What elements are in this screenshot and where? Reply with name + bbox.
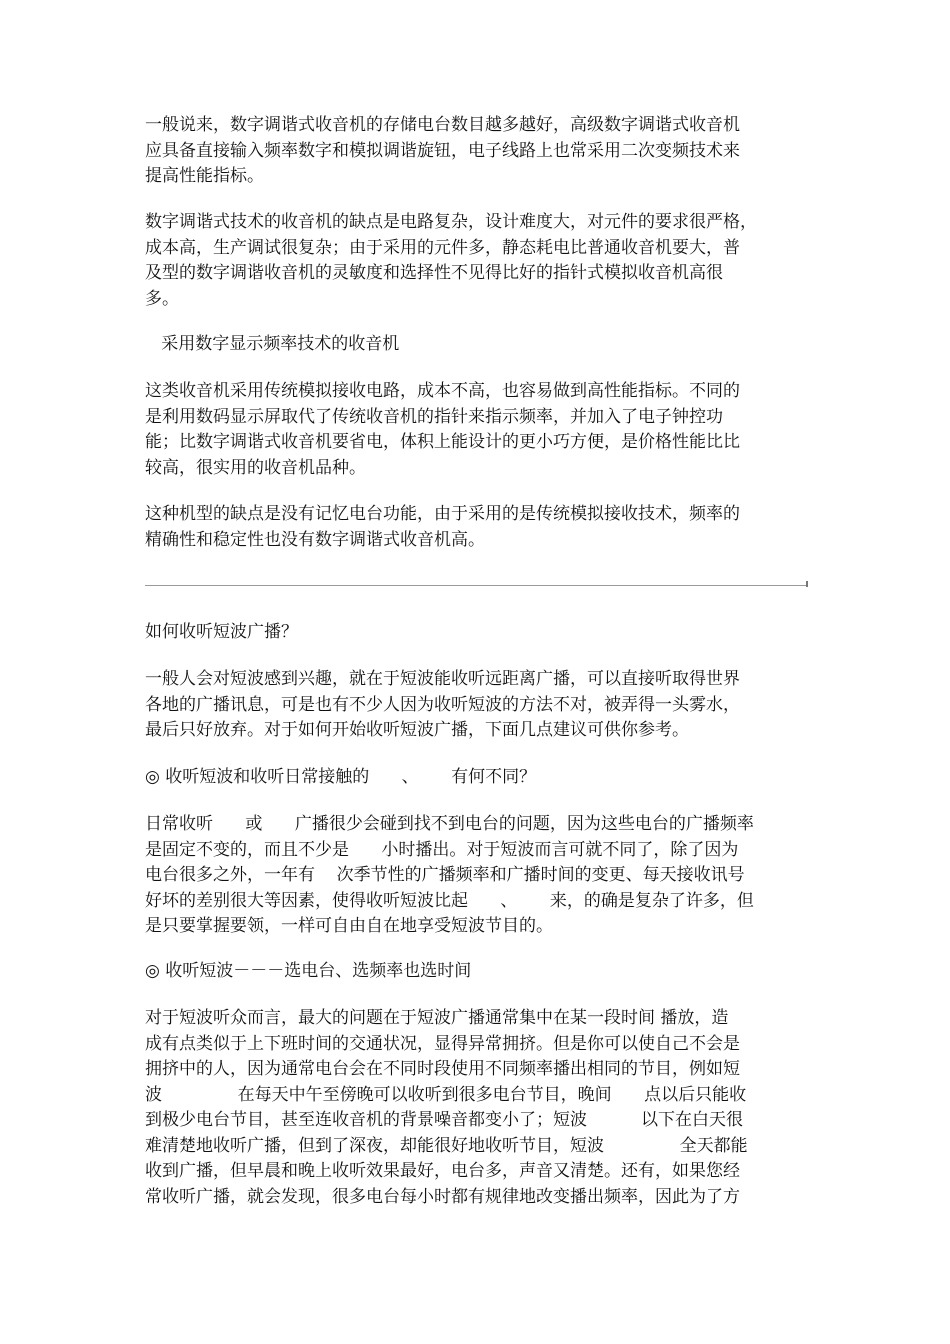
section-heading-shortwave xyxy=(145,620,813,646)
text-line: 能；比数字调谐式收音机要省电，体积上能设计的更小巧方便，是价格性能比比 xyxy=(145,432,740,452)
text-line: 日常收听 或 广播很少会碰到找不到电台的问题，因为这些电台的广播频率 xyxy=(145,814,754,834)
text-line: 一般人会对短波感到兴趣，就在于短波能收听远距离广播，可以直接听取得世界 xyxy=(145,669,740,689)
paragraph-shortwave-crowding xyxy=(145,1006,813,1210)
text-line: 一般说来，数字调谐式收音机的存储电台数目越多越好，高级数字调谐式收音机 xyxy=(145,115,740,135)
text-line: 收到广播，但早晨和晚上收听效果最好，电台多，声音又清楚。还有，如果您经 xyxy=(145,1161,740,1181)
text-line: 最后只好放弃。对于如何开始收听短波广播，下面几点建议可供你参考。 xyxy=(145,720,689,740)
text-line: 是只要掌握要领，一样可自由自在地享受短波节目的。 xyxy=(145,916,553,936)
text-line: 好坏的差别很大等因素，使得收听短波比起 、 来，的确是复杂了许多，但 xyxy=(145,890,754,911)
text-line: 数字调谐式技术的收音机的缺点是电路复杂，设计难度大，对元件的要求很严格， xyxy=(145,212,757,232)
text-line: 对于短波听众而言，最大的问题在于短波广播通常集中在某一段时间 播放，造 xyxy=(145,1008,729,1028)
text-line: 到极少电台节目，甚至连收音机的背景噪音都变小了；短波 以下在白天很 xyxy=(145,1110,744,1130)
paragraph-model-drawbacks xyxy=(145,502,813,553)
text-line: 成有点类似于上下班时间的交通状况，显得异常拥挤。但是你可以使自己不会是 xyxy=(145,1033,740,1054)
divider-end-mark xyxy=(806,581,808,587)
text-line: 及型的数字调谐收音机的灵敏度和选择性不见得比好的指针式模拟收音机高很 xyxy=(145,263,723,283)
text-line: 成本高，生产调试很复杂；由于采用的元件多，静态耗电比普通收音机要大，普 xyxy=(145,237,740,258)
text-line: 较高，很实用的收音机品种。 xyxy=(145,457,366,478)
text-line: 多。 xyxy=(145,288,179,309)
paragraph-daily-listening xyxy=(145,812,813,940)
text-line: 难清楚地收听广播，但到了深夜，却能很好地收听节目，短波 全天都能 xyxy=(145,1135,748,1156)
text-line: 是利用数码显示屏取代了传统收音机的指针来指示频率，并加入了电子钟控功 xyxy=(145,406,723,427)
section-heading-digital-display xyxy=(145,332,813,358)
paragraph-digital-display-radio xyxy=(145,379,813,481)
text-line: 拥挤中的人，因为通常电台会在不同时段使用不同频率播出相同的节目，例如短 xyxy=(145,1059,740,1079)
text-line: 是固定不变的，而且不少是 小时播出。对于短波而言可就不同了，除了因为 xyxy=(145,839,739,860)
text-line: 采用数字显示频率技术的收音机 xyxy=(145,334,400,354)
bullet-heading-differences xyxy=(145,765,813,791)
text-line: 常收听广播，就会发现，很多电台每小时都有规律地改变播出频率，因此为了方 xyxy=(145,1186,740,1207)
text-line: ◎ 收听短波－－－选电台、选频率也选时间 xyxy=(145,961,472,981)
text-line: 各地的广播讯息，可是也有不少人因为收听短波的方法不对，被弄得一头雾水， xyxy=(145,694,740,715)
text-line: 这类收音机采用传统模拟接收电路，成本不高，也容易做到高性能指标。不同的 xyxy=(145,381,740,401)
horizontal-divider xyxy=(145,585,808,586)
paragraph-storage-stations xyxy=(145,113,813,190)
text-line: 提高性能指标。 xyxy=(145,166,264,186)
text-line: 应具备直接输入频率数字和模拟调谐旋钮，电子线路上也常采用二次变频技术来 xyxy=(145,140,740,161)
text-line: 如何收听短波广播？ xyxy=(145,622,298,642)
paragraph-shortwave-intro xyxy=(145,667,813,744)
paragraph-digital-drawbacks xyxy=(145,210,813,312)
text-line: 精确性和稳定性也没有数字调谐式收音机高。 xyxy=(145,529,485,550)
text-line: ◎ 收听短波和收听日常接触的 、 有何不同？ xyxy=(145,767,537,787)
text-line: 波 在每天中午至傍晚可以收听到很多电台节目，晚间 点以后只能收 xyxy=(145,1084,747,1105)
bullet-heading-select-time xyxy=(145,959,813,985)
text-line: 电台很多之外，一年有 次季节性的广播频率和广播时间的变更、每天接收讯号 xyxy=(145,865,745,885)
text-line: 这种机型的缺点是没有记忆电台功能，由于采用的是传统模拟接收技术，频率的 xyxy=(145,504,740,524)
